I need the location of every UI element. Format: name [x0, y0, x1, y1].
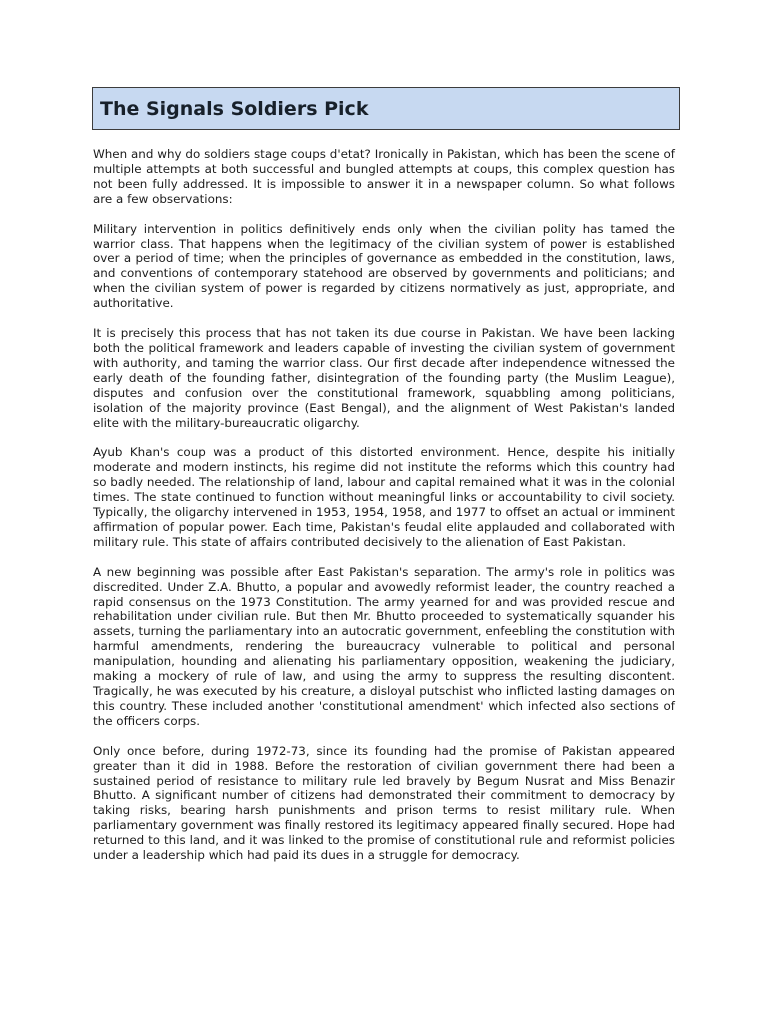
- article-body: [93, 147, 675, 878]
- page-title: The Signals Soldiers Pick: [100, 97, 369, 120]
- paragraph-1: When and why do soldiers stage coups d'etat? Ironically in Pakistan, which has been the scene of multiple attempts at both successful and bungled attempts at coups, this complex question has not been fully addressed. It is impossible to answer it in a newspaper column. So what follows are a few observations:: [93, 147, 675, 206]
- paragraph-4: Ayub Khan's coup was a product of this distorted environment. Hence, despite his initially moderate and modern instincts, his regime did not institute the reforms which this country had so badly needed. The relationship of land, labour and capital remained what it was in the colonial times. The state continued to function without meaningful links or accountability to civil society. Typically, the oligarchy intervened in 1953, 1954, 1958, and 1977 to offset an actual or imminent affirmation of popular power. Each time, Pakistan's feudal elite applauded and collaborated with military rule. This state of affairs contributed decisively to the alienation of East Pakistan.: [93, 445, 675, 549]
- paragraph-6: Only once before, during 1972-73, since its founding had the promise of Pakistan appeared greater than it did in 1988. Before the restoration of civilian government there had been a sustained period of resistance to military rule led bravely by Begum Nusrat and Miss Benazir Bhutto. A significant number of citizens had demonstrated their commitment to democracy by taking risks, bearing harsh punishments and prison terms to resist military rule. When parliamentary government was finally restored its legitimacy appeared finally secured. Hope had returned to this land, and it was linked to the promise of constitutional rule and reformist policies under a leadership which had paid its dues in a struggle for democracy.: [93, 743, 675, 863]
- paragraph-2: Military intervention in politics definitively ends only when the civilian polity has tamed the warrior class. That happens when the legitimacy of the civilian system of power is established over a period of time; when the principles of governance as embedded in the constitution, laws, and conventions of contemporary statehood are observed by governments and politicians; and when the civilian system of power is regarded by citizens normatively as just, appropriate, and authoritative.: [93, 221, 675, 311]
- title-box: [92, 87, 680, 130]
- paragraph-5: A new beginning was possible after East Pakistan's separation. The army's role in politics was discredited. Under Z.A. Bhutto, a popular and avowedly reformist leader, the country reached a rapid consensus on the 1973 Constitution. The army yearned for and was provided rescue and rehabilitation under civilian rule. But then Mr. Bhutto proceeded to systematically squander his assets, turning the parliamentary into an autocratic government, enfeebling the constitution with harmful amendments, rendering the bureaucracy vulnerable to political and personal manipulation, hounding and alienating his parliamentary opposition, weakening the judiciary, making a mockery of rule of law, and using the army to suppress the resulting discontent. Tragically, he was executed by his creature, a disloyal putschist who inflicted lasting damages on this country. These included another 'constitutional amendment' which infected also sections of the officers corps.: [93, 564, 675, 728]
- paragraph-3: It is precisely this process that has not taken its due course in Pakistan. We have been lacking both the political framework and leaders capable of investing the civilian system of government with authority, and taming the warrior class. Our first decade after independence witnessed the early death of the founding father, disintegration of the founding party (the Muslim League), disputes and confusion over the constitutional framework, squabbling among politicians, isolation of the majority province (East Bengal), and the alignment of West Pakistan's landed elite with the military-bureaucratic oligarchy.: [93, 326, 675, 430]
